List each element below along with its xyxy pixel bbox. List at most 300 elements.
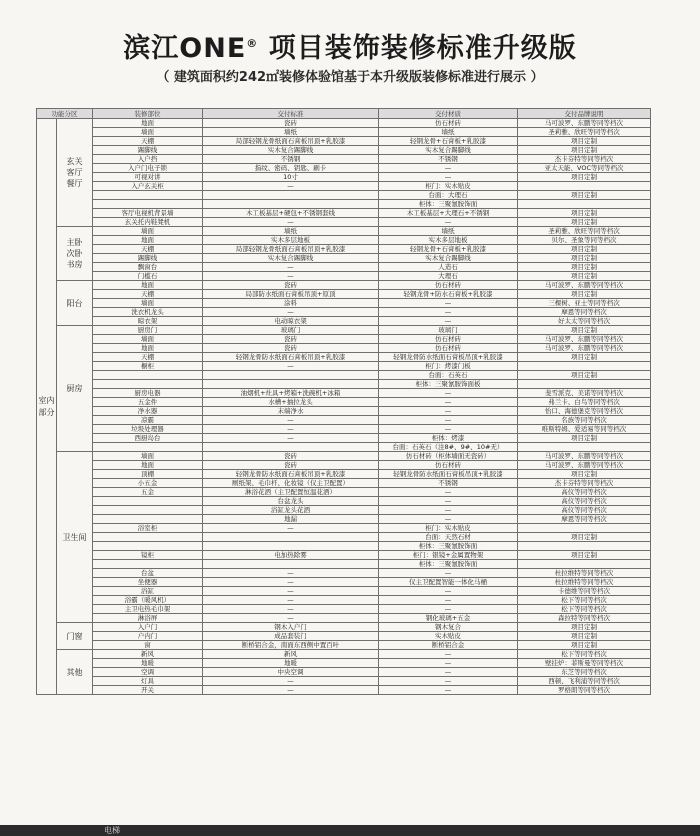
table-row xyxy=(37,407,651,416)
material-cell: 大理石 xyxy=(379,272,518,281)
standard-cell: — xyxy=(203,578,379,587)
standard-cell: 新风 xyxy=(203,650,379,659)
material-cell: 柜门：实木贴皮 xyxy=(379,182,518,191)
part-cell: 地面 xyxy=(93,119,203,128)
table-row xyxy=(37,677,651,686)
header-material: 交付材质 xyxy=(379,109,518,119)
table-row xyxy=(37,542,651,551)
zone-cell: 玄关 客厅 餐厅 xyxy=(57,119,93,227)
document-subtitle: （ 建筑面积约242㎡装修体验馆基于本升级版装修标准进行展示 ） xyxy=(156,70,544,85)
material-cell: 柜体：三聚氰胺饰面板 xyxy=(379,380,518,389)
standard-cell: 瓷砖 xyxy=(203,461,379,470)
brand-cell: 杜拉维特等同等档次 xyxy=(518,569,651,578)
part-cell: 墙面 xyxy=(93,227,203,236)
standard-cell xyxy=(203,371,379,380)
standard-cell: 台盆龙头 xyxy=(203,497,379,506)
standard-cell: — xyxy=(203,569,379,578)
brand-cell: 项目定制 xyxy=(518,551,651,560)
brand-cell: 松下等同等档次 xyxy=(518,596,651,605)
table-row xyxy=(37,344,651,353)
zone-cell: 厨房 xyxy=(57,326,93,452)
material-cell: 轻钢龙骨+防水石膏板+乳胶漆 xyxy=(379,290,518,299)
standard-cell: — xyxy=(203,686,379,695)
table-row xyxy=(37,470,651,479)
table-row xyxy=(37,353,651,362)
table-row xyxy=(37,533,651,542)
table-row xyxy=(37,578,651,587)
standard-cell: 局部轻钢龙骨纸面石膏板吊顶+乳胶漆 xyxy=(203,245,379,254)
part-cell: 淋浴屏 xyxy=(93,614,203,623)
standard-cell: 瓷砖 xyxy=(203,335,379,344)
brand-cell: 项目定制 xyxy=(518,326,651,335)
material-cell: 仅主卫配置智能一体化马桶 xyxy=(379,578,518,587)
standard-cell: — xyxy=(203,434,379,443)
part-cell: 浴室柜 xyxy=(93,524,203,533)
part-cell: 天棚 xyxy=(93,245,203,254)
table-row xyxy=(37,515,651,524)
part-cell: 晾衣架 xyxy=(93,317,203,326)
material-cell: — xyxy=(379,587,518,596)
table-row xyxy=(37,182,651,191)
part-cell: 灯具 xyxy=(93,677,203,686)
brand-cell xyxy=(518,443,651,452)
material-cell: — xyxy=(379,389,518,398)
part-cell: 镜柜 xyxy=(93,551,203,560)
part-cell: 踢脚线 xyxy=(93,146,203,155)
table-row xyxy=(37,371,651,380)
table-row xyxy=(37,398,651,407)
zone-cell: 阳台 xyxy=(57,281,93,326)
table-row xyxy=(37,200,651,209)
brand-cell: 马可波罗、东鹏等同等档次 xyxy=(518,461,651,470)
material-cell: 仿石材砖（柜体墙面无瓷砖） xyxy=(379,452,518,461)
brand-cell: 项目定制 xyxy=(518,470,651,479)
material-cell: 断桥铝合金 xyxy=(379,641,518,650)
part-cell: 地面 xyxy=(93,236,203,245)
part-cell: 户内门 xyxy=(93,632,203,641)
material-cell: — xyxy=(379,416,518,425)
material-cell: — xyxy=(379,596,518,605)
brand-cell: 项目定制 xyxy=(518,263,651,272)
standard-cell: — xyxy=(203,614,379,623)
material-cell: 仿石材砖 xyxy=(379,335,518,344)
standard-cell: 10寸 xyxy=(203,173,379,182)
part-cell: 主卫电热毛巾架 xyxy=(93,605,203,614)
table-row xyxy=(37,416,651,425)
part-cell: 地暖 xyxy=(93,659,203,668)
material-cell: 钢木复合 xyxy=(379,623,518,632)
brand-cell: 项目定制 xyxy=(518,641,651,650)
brand-cell: 松下等同等档次 xyxy=(518,650,651,659)
brand-cell xyxy=(518,524,651,533)
standard-cell: — xyxy=(203,218,379,227)
standard-cell: 瓷砖 xyxy=(203,344,379,353)
brand-cell: 森拉特等同等档次 xyxy=(518,614,651,623)
part-cell: 五金 xyxy=(93,488,203,497)
table-row xyxy=(37,326,651,335)
brand-cell: 摩恩等同等档次 xyxy=(518,515,651,524)
table-row xyxy=(37,227,651,236)
material-cell: 轻钢龙骨+石膏板+乳胶漆 xyxy=(379,245,518,254)
part-cell: 天棚 xyxy=(93,290,203,299)
part-cell: 墙面 xyxy=(93,452,203,461)
zone-cell: 门窗 xyxy=(57,623,93,650)
standard-cell: 水槽+抽拉龙头 xyxy=(203,398,379,407)
part-cell xyxy=(93,542,203,551)
standard-cell xyxy=(203,533,379,542)
part-cell: 墙面 xyxy=(93,128,203,137)
part-cell: 小五金 xyxy=(93,479,203,488)
zone-cell: 主卧 次卧 书房 xyxy=(57,227,93,281)
material-cell: — xyxy=(379,164,518,173)
part-cell xyxy=(93,443,203,452)
brand-cell: 马可波罗、东鹏等同等档次 xyxy=(518,335,651,344)
brand-cell: 亚太天能、VOC等同等档次 xyxy=(518,164,651,173)
standard-cell: 木工板基层+硬包+不锈钢套线 xyxy=(203,209,379,218)
footer-partial-row: 电梯 xyxy=(104,826,120,835)
brand-cell xyxy=(518,560,651,569)
material-cell: 轻钢龙骨+石膏板+乳胶漆 xyxy=(379,137,518,146)
standard-cell: — xyxy=(203,425,379,434)
standard-cell: — xyxy=(203,416,379,425)
material-cell: 仿石材砖 xyxy=(379,344,518,353)
brand-cell: 项目定制 xyxy=(518,533,651,542)
material-cell: 实木复合踢脚线 xyxy=(379,146,518,155)
part-cell xyxy=(93,506,203,515)
part-cell: 墙面 xyxy=(93,299,203,308)
standard-cell: 实木复合踢脚线 xyxy=(203,254,379,263)
material-cell: — xyxy=(379,218,518,227)
brand-cell: 项目定制 xyxy=(518,209,651,218)
standard-cell: 瓷砖 xyxy=(203,452,379,461)
standard-cell: 实木复合踢脚线 xyxy=(203,146,379,155)
brand-cell: 高仪等同等档次 xyxy=(518,506,651,515)
table-row xyxy=(37,452,651,461)
material-cell: 柜体：三聚氰胺饰面 xyxy=(379,200,518,209)
table-row xyxy=(37,128,651,137)
material-cell: 仿石材砖 xyxy=(379,119,518,128)
material-cell: — xyxy=(379,650,518,659)
brand-cell: 松下等同等档次 xyxy=(518,605,651,614)
table-row xyxy=(37,263,651,272)
part-cell xyxy=(93,371,203,380)
part-cell xyxy=(93,560,203,569)
part-cell xyxy=(93,200,203,209)
material-cell: — xyxy=(379,488,518,497)
standard-cell xyxy=(203,560,379,569)
table-row xyxy=(37,299,651,308)
material-cell: 墙纸 xyxy=(379,227,518,236)
brand-cell: 唯斯特姆、爱适易等同等档次 xyxy=(518,425,651,434)
table-row xyxy=(37,686,651,695)
brand-cell: 项目定制 xyxy=(518,245,651,254)
standard-cell: 局部轻钢龙骨纸面石膏板吊顶+乳胶漆 xyxy=(203,137,379,146)
table-row xyxy=(37,641,651,650)
header-zone: 功能分区 xyxy=(37,109,93,119)
material-cell: 柜体：三聚氰胺饰面 xyxy=(379,542,518,551)
brand-cell: 高仪等同等档次 xyxy=(518,497,651,506)
header-part: 装修部位 xyxy=(93,109,203,119)
table-row xyxy=(37,659,651,668)
brand-cell: 罗格朗等同等档次 xyxy=(518,686,651,695)
brand-cell: 弗兰卡、白鸟等同等档次 xyxy=(518,398,651,407)
table-row xyxy=(37,317,651,326)
brand-cell: 杰卡芬特等同等档次 xyxy=(518,155,651,164)
brand-cell: 马可波罗、东鹏等同等档次 xyxy=(518,452,651,461)
material-cell: — xyxy=(379,398,518,407)
standard-cell: 墙纸 xyxy=(203,128,379,137)
standard-cell: — xyxy=(203,308,379,317)
table-row xyxy=(37,389,651,398)
table-row xyxy=(37,335,651,344)
spec-table xyxy=(36,108,651,695)
standard-cell: 轻钢龙骨防水纸面石膏板吊顶+乳胶漆 xyxy=(203,353,379,362)
table-row xyxy=(37,650,651,659)
brand-cell: 项目定制 xyxy=(518,290,651,299)
standard-cell xyxy=(203,443,379,452)
table-row xyxy=(37,281,651,290)
brand-cell: 马可波罗、东鹏等同等档次 xyxy=(518,281,651,290)
brand-cell: 东芝等同等档次 xyxy=(518,668,651,677)
table-row xyxy=(37,560,651,569)
registered-mark: ® xyxy=(246,37,259,50)
material-cell: — xyxy=(379,677,518,686)
part-cell: 门槛石 xyxy=(93,272,203,281)
header-standard: 交付标准 xyxy=(203,109,379,119)
brand-cell: 项目定制 xyxy=(518,218,651,227)
part-cell: 浴霸（暖风机） xyxy=(93,596,203,605)
part-cell: 垃圾处理器 xyxy=(93,425,203,434)
standard-cell: 玻璃门 xyxy=(203,326,379,335)
part-cell: 新风 xyxy=(93,650,203,659)
table-row xyxy=(37,254,651,263)
material-cell: — xyxy=(379,569,518,578)
material-cell: 柜门：实木贴皮 xyxy=(379,524,518,533)
standard-cell: 实木多层地板 xyxy=(203,236,379,245)
part-cell: 墙面 xyxy=(93,335,203,344)
material-cell: — xyxy=(379,425,518,434)
table-row xyxy=(37,434,651,443)
standard-cell: — xyxy=(203,263,379,272)
standard-cell: 淋浴花洒（主卫配置恒温花洒） xyxy=(203,488,379,497)
part-cell: 顶棚 xyxy=(93,470,203,479)
standard-cell: — xyxy=(203,596,379,605)
table-row xyxy=(37,587,651,596)
standard-cell: 墙纸 xyxy=(203,227,379,236)
part-cell: 厨房电器 xyxy=(93,389,203,398)
part-cell: 地面 xyxy=(93,344,203,353)
material-cell: — xyxy=(379,299,518,308)
table-header-row xyxy=(37,109,651,119)
brand-cell: 马可波罗、东鹏等同等档次 xyxy=(518,119,651,128)
part-cell: 坐便器 xyxy=(93,578,203,587)
brand-cell: 项目定制 xyxy=(518,623,651,632)
material-cell: — xyxy=(379,308,518,317)
table-row xyxy=(37,461,651,470)
standard-cell: — xyxy=(203,272,379,281)
table-row xyxy=(37,443,651,452)
part-cell: 客厅电视机背景墙 xyxy=(93,209,203,218)
outer-section-label: 室内部分 xyxy=(37,119,57,695)
standard-cell: 浴缸龙头花洒 xyxy=(203,506,379,515)
brand-cell: 圣莉雅、欣旺等同等档次 xyxy=(518,227,651,236)
material-cell: 木工板基层+大理石+不锈钢 xyxy=(379,209,518,218)
standard-cell: 瓷砖 xyxy=(203,281,379,290)
part-cell: 洗衣机龙头 xyxy=(93,308,203,317)
part-cell: 入户挡 xyxy=(93,155,203,164)
table-row xyxy=(37,497,651,506)
standard-cell: — xyxy=(203,362,379,371)
brand-cell xyxy=(518,200,651,209)
standard-cell: 不锈钢 xyxy=(203,155,379,164)
material-cell: 仿石材砖 xyxy=(379,281,518,290)
material-cell: — xyxy=(379,686,518,695)
material-cell: 轻钢龙骨防水纸面石膏板吊顶+乳胶漆 xyxy=(379,470,518,479)
brand-cell: 项目定制 xyxy=(518,191,651,200)
standard-cell: 瓷砖 xyxy=(203,119,379,128)
document-title xyxy=(0,26,700,65)
standard-cell: 轻钢龙骨防水纸面石膏板吊顶+乳胶漆 xyxy=(203,470,379,479)
material-cell: 人造石 xyxy=(379,263,518,272)
standard-cell: — xyxy=(203,587,379,596)
brand-cell: 斐雪派克、美诺等同等档次 xyxy=(518,389,651,398)
table-row xyxy=(37,623,651,632)
table-row xyxy=(37,308,651,317)
part-cell: 天棚 xyxy=(93,353,203,362)
material-cell: 柜体：三聚氰胺饰面 xyxy=(379,560,518,569)
title-text: 项目装饰装修标准升级版 xyxy=(258,33,577,64)
standard-cell: 局部防水纸面石膏板吊顶+原顶 xyxy=(203,290,379,299)
material-cell: 柜门：银镜+金属置物架 xyxy=(379,551,518,560)
standard-cell: 油烟机+灶具+烤箱+洗碗机+冰箱 xyxy=(203,389,379,398)
material-cell: 墙纸 xyxy=(379,128,518,137)
standard-cell: 地漏 xyxy=(203,515,379,524)
table-row xyxy=(37,236,651,245)
table-row xyxy=(37,506,651,515)
table-row xyxy=(37,272,651,281)
brand-cell: 项目定制 xyxy=(518,371,651,380)
part-cell: 踢脚线 xyxy=(93,254,203,263)
material-cell: 柜体：烤漆 xyxy=(379,434,518,443)
material-cell: 台面：天然石材 xyxy=(379,533,518,542)
table-row xyxy=(37,362,651,371)
material-cell: 实木贴皮 xyxy=(379,632,518,641)
material-cell: — xyxy=(379,668,518,677)
table-row xyxy=(37,173,651,182)
standard-cell xyxy=(203,191,379,200)
header-brand: 交付品牌说明 xyxy=(518,109,651,119)
material-cell: 台面：石英石（注8#、9#、10#无） xyxy=(379,443,518,452)
standard-cell: 末端净水 xyxy=(203,407,379,416)
brand-cell xyxy=(518,182,651,191)
material-cell: 柜门：烤漆门板 xyxy=(379,362,518,371)
table-row xyxy=(37,119,651,128)
standard-cell: 厕纸架、毛巾杆、化妆镜（仅主卫配置） xyxy=(203,479,379,488)
brand-name: 滨江ONE xyxy=(123,33,247,64)
standard-cell xyxy=(203,542,379,551)
standard-cell: 断桥铝合金，南面东西侧中置百叶 xyxy=(203,641,379,650)
table-row xyxy=(37,380,651,389)
standard-cell: 涂料 xyxy=(203,299,379,308)
part-cell: 台盆 xyxy=(93,569,203,578)
material-cell: — xyxy=(379,659,518,668)
table-row xyxy=(37,209,651,218)
material-cell: — xyxy=(379,497,518,506)
brand-cell: 杰卡芬特等同等档次 xyxy=(518,479,651,488)
material-cell: 仿石材砖 xyxy=(379,461,518,470)
table-row xyxy=(37,551,651,560)
standard-cell: 指纹、密码、钥匙、刷卡 xyxy=(203,164,379,173)
part-cell: 窗 xyxy=(93,641,203,650)
brand-cell: 项目定制 xyxy=(518,353,651,362)
material-cell: 实木复合踢脚线 xyxy=(379,254,518,263)
brand-cell: 杜拉维特等同等档次 xyxy=(518,578,651,587)
brand-cell: 项目定制 xyxy=(518,254,651,263)
brand-cell: 贝尔、圣象等同等档次 xyxy=(518,236,651,245)
table-row xyxy=(37,569,651,578)
material-cell: — xyxy=(379,407,518,416)
material-cell: 轻钢龙骨防水纸面石膏板吊顶+乳胶漆 xyxy=(379,353,518,362)
standard-cell: — xyxy=(203,605,379,614)
brand-cell: 名族等同等档次 xyxy=(518,416,651,425)
part-cell: 入户门 xyxy=(93,623,203,632)
table-row xyxy=(37,632,651,641)
part-cell: 开关 xyxy=(93,686,203,695)
material-cell: — xyxy=(379,317,518,326)
part-cell: 玄关托内鞋凳机 xyxy=(93,218,203,227)
part-cell: 五金件 xyxy=(93,398,203,407)
material-cell: — xyxy=(379,605,518,614)
table-row xyxy=(37,524,651,533)
material-cell: 台面：石英石 xyxy=(379,371,518,380)
table-row xyxy=(37,245,651,254)
part-cell: 橱柜 xyxy=(93,362,203,371)
part-cell xyxy=(93,497,203,506)
material-cell: 台面：大理石 xyxy=(379,191,518,200)
part-cell: 可视对讲 xyxy=(93,173,203,182)
brand-cell: 项目定制 xyxy=(518,146,651,155)
standard-cell: 钢木入户门 xyxy=(203,623,379,632)
part-cell: 飘窗台 xyxy=(93,263,203,272)
table-row xyxy=(37,488,651,497)
brand-cell: 西顿、飞利浦等同等档次 xyxy=(518,677,651,686)
part-cell: 入户玄关柜 xyxy=(93,182,203,191)
part-cell: 空调 xyxy=(93,668,203,677)
brand-cell: 高仪等同等档次 xyxy=(518,488,651,497)
material-cell: — xyxy=(379,506,518,515)
table-row xyxy=(37,218,651,227)
part-cell: 凉霸 xyxy=(93,416,203,425)
standard-cell: — xyxy=(203,182,379,191)
table-row xyxy=(37,425,651,434)
table-row xyxy=(37,146,651,155)
material-cell: 实木多层地板 xyxy=(379,236,518,245)
standard-cell: 地暖 xyxy=(203,659,379,668)
part-cell: 西厨岛台 xyxy=(93,434,203,443)
brand-cell: 怡口、海德堡克等同等档次 xyxy=(518,407,651,416)
brand-cell: 壁挂炉：菲斯曼等同等档次 xyxy=(518,659,651,668)
zone-cell: 其他 xyxy=(57,650,93,695)
brand-cell: 摩恩等同等档次 xyxy=(518,308,651,317)
standard-cell xyxy=(203,380,379,389)
brand-cell: 三棵树、亚士等同等档次 xyxy=(518,299,651,308)
table-row xyxy=(37,191,651,200)
table-row xyxy=(37,668,651,677)
standard-cell xyxy=(203,200,379,209)
standard-cell: 电加热除雾 xyxy=(203,551,379,560)
part-cell: 天棚 xyxy=(93,137,203,146)
table-row xyxy=(37,614,651,623)
